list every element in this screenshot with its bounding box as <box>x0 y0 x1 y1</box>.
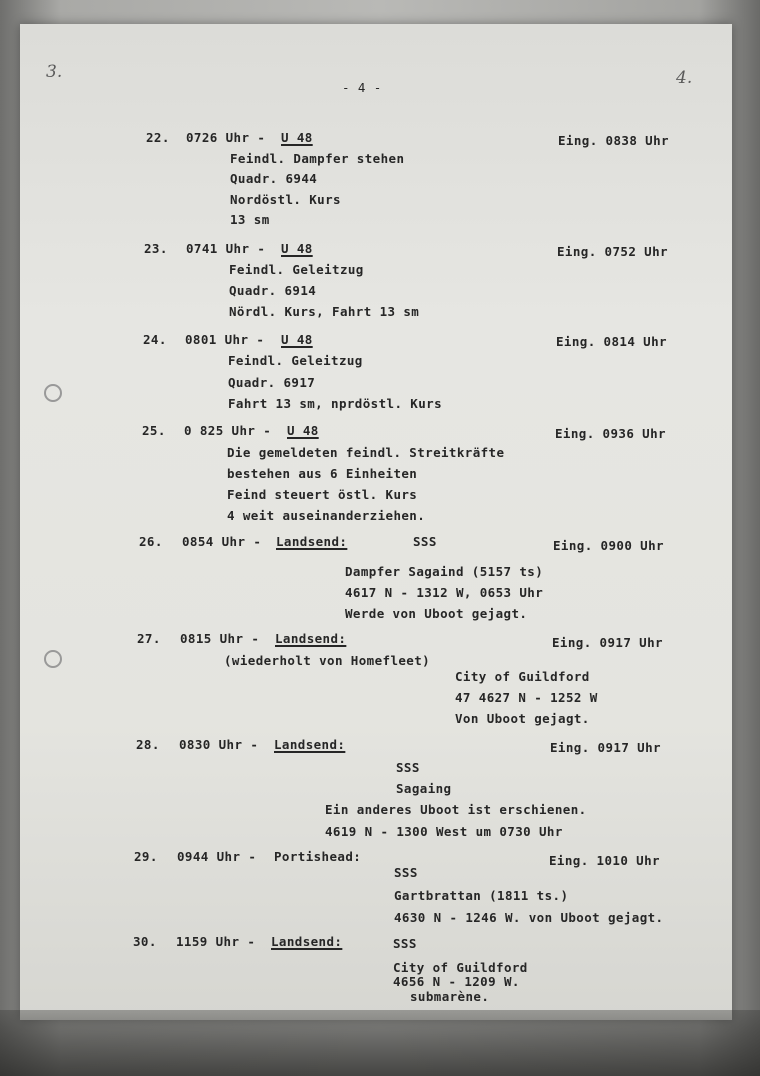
entry-line: Quadr. 6914 <box>229 283 317 298</box>
entry-line: Gartbrattan (1811 ts.) <box>394 888 569 903</box>
entry-line: Sagaing <box>396 781 452 796</box>
punch-hole-mark <box>44 650 62 668</box>
entry-number: 22. <box>146 130 170 145</box>
entry-line: 4617 N - 1312 W, 0653 Uhr <box>345 585 544 600</box>
entry-number: 29. <box>134 849 158 864</box>
entry-receipt: Eing. 0838 Uhr <box>558 133 669 148</box>
entry-number: 24. <box>143 332 167 347</box>
entry-time: 0801 Uhr - <box>185 332 265 347</box>
entry-receipt: Eing. 0917 Uhr <box>552 635 663 650</box>
entry-receipt: Eing. 0814 Uhr <box>556 334 667 349</box>
entry-line: Feindl. Geleitzug <box>229 262 364 277</box>
entry-line: SSS <box>396 760 420 775</box>
page-bottom-shadow <box>0 1010 760 1076</box>
entry-line: 47 4627 N - 1252 W <box>455 690 598 705</box>
entry-line: submarène. <box>410 989 490 1004</box>
entry-line: 4656 N - 1209 W. <box>393 974 520 989</box>
entry-time: 1159 Uhr - <box>176 934 256 949</box>
entry-line: Quadr. 6917 <box>228 375 316 390</box>
entry-number: 30. <box>133 934 157 949</box>
entry-line: City of Guildford <box>455 669 590 684</box>
entry-line: 4619 N - 1300 West um 0730 Uhr <box>325 824 563 839</box>
entry-receipt: Eing. 0752 Uhr <box>557 244 668 259</box>
entry-number: 27. <box>137 631 161 646</box>
entry-time: 0944 Uhr - <box>177 849 257 864</box>
entry-source: U 48 <box>281 130 313 145</box>
entry-line: Die gemeldeten feindl. Streitkräfte <box>227 445 505 460</box>
entry-number: 28. <box>136 737 160 752</box>
entry-source: U 48 <box>287 423 319 438</box>
entry-receipt: Eing. 1010 Uhr <box>549 853 660 868</box>
page-number: - 4 - <box>342 80 382 95</box>
entry-line: Von Uboot gejagt. <box>455 711 590 726</box>
entry-line: Nördl. Kurs, Fahrt 13 sm <box>229 304 420 319</box>
entry-number: 26. <box>139 534 163 549</box>
entry-line: 13 sm <box>230 212 270 227</box>
entry-line: bestehen aus 6 Einheiten <box>227 466 418 481</box>
entry-source: U 48 <box>281 332 313 347</box>
entry-time: 0815 Uhr - <box>180 631 260 646</box>
entry-line: Feind steuert östl. Kurs <box>227 487 418 502</box>
entry-source: U 48 <box>281 241 313 256</box>
entry-receipt: Eing. 0936 Uhr <box>555 426 666 441</box>
entry-line: Nordöstl. Kurs <box>230 192 341 207</box>
entry-number: 25. <box>142 423 166 438</box>
punch-hole-mark <box>44 384 62 402</box>
entry-source: Landsend: <box>271 934 343 949</box>
entry-line: Feindl. Dampfer stehen <box>230 151 405 166</box>
entry-line: Feindl. Geleitzug <box>228 353 363 368</box>
entry-line: SSS <box>394 865 418 880</box>
entry-number: 23. <box>144 241 168 256</box>
entry-line: Quadr. 6944 <box>230 171 318 186</box>
entry-line: 4630 N - 1246 W. von Uboot gejagt. <box>394 910 664 925</box>
entry-receipt: Eing. 0917 Uhr <box>550 740 661 755</box>
entry-receipt: Eing. 0900 Uhr <box>553 538 664 553</box>
entry-source: Landsend: <box>274 737 346 752</box>
entry-time: 0830 Uhr - <box>179 737 259 752</box>
entry-note: (wiederholt von Homefleet) <box>224 653 431 668</box>
entry-time: 0 825 Uhr - <box>184 423 272 438</box>
entry-signal: SSS <box>413 534 437 549</box>
entry-source: Landsend: <box>276 534 348 549</box>
corner-page-mark: 4. <box>676 68 693 88</box>
entry-line: Fahrt 13 sm, nprdöstl. Kurs <box>228 396 442 411</box>
entry-time: 0741 Uhr - <box>186 241 266 256</box>
entry-line: 4 weit auseinanderziehen. <box>227 508 426 523</box>
entry-signal: SSS <box>393 936 417 951</box>
entry-line: Ein anderes Uboot ist erschienen. <box>325 802 587 817</box>
entry-line: City of Guildford <box>393 960 528 975</box>
entry-source: Portishead: <box>274 849 362 864</box>
entry-time: 0854 Uhr - <box>182 534 262 549</box>
entry-time: 0726 Uhr - <box>186 130 266 145</box>
entry-line: Werde von Uboot gejagt. <box>345 606 528 621</box>
entry-line: Dampfer Sagaind (5157 ts) <box>345 564 544 579</box>
corner-scribble: 3. <box>46 62 63 82</box>
entry-source: Landsend: <box>275 631 347 646</box>
